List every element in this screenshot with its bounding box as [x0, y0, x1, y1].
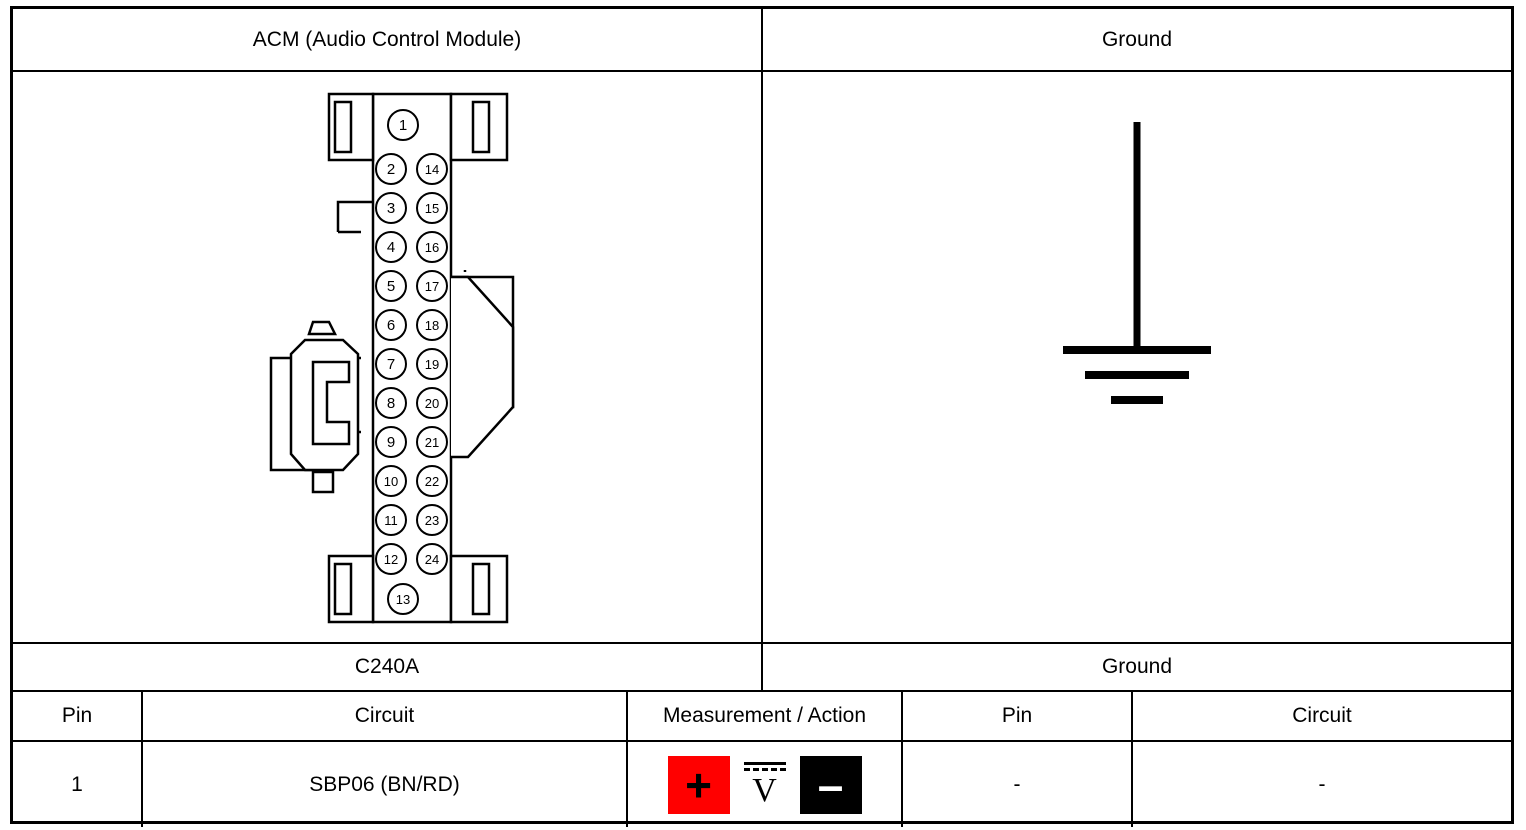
- svg-text:22: 22: [424, 474, 440, 489]
- sheet-border: [10, 6, 1514, 824]
- svg-text:24: 24: [424, 552, 440, 567]
- column-header-pin-left: Pin: [13, 692, 143, 740]
- svg-text:2: 2: [386, 161, 396, 178]
- column-header-measurement: Measurement / Action: [628, 692, 903, 740]
- positive-probe-icon: +: [668, 756, 730, 814]
- svg-text:10: 10: [383, 474, 399, 489]
- header-row: [13, 9, 1511, 72]
- svg-text:9: 9: [386, 434, 396, 451]
- voltmeter-icon: [734, 756, 796, 814]
- acm-connector-icon: [13, 72, 761, 640]
- svg-text:14: 14: [424, 162, 440, 177]
- header-acm-title: ACM (Audio Control Module): [13, 9, 763, 70]
- diagram-band: [13, 72, 1511, 644]
- svg-text:21: 21: [424, 435, 440, 450]
- svg-text:15: 15: [424, 201, 440, 216]
- svg-text:13: 13: [395, 592, 411, 607]
- column-header-pin-right: Pin: [903, 692, 1133, 740]
- svg-text:6: 6: [386, 317, 396, 334]
- header-ground-title: Ground: [1101, 27, 1173, 51]
- column-header-circuit-left: Circuit: [143, 692, 628, 740]
- svg-text:3: 3: [386, 200, 396, 217]
- svg-text:12: 12: [383, 552, 399, 567]
- svg-text:8: 8: [386, 395, 396, 412]
- meter-icon-group: [668, 756, 862, 814]
- volt-glyph: V: [752, 772, 777, 810]
- svg-text:1: 1: [398, 117, 408, 134]
- connector-name-row: [13, 644, 1511, 692]
- connector-diagram-pane: [13, 72, 763, 642]
- connector-name-right: Ground: [1101, 655, 1173, 678]
- cell-circuit-left: SBP06 (BN/RD): [143, 742, 628, 827]
- cell-measurement: [628, 742, 903, 827]
- svg-text:16: 16: [424, 240, 440, 255]
- svg-text:17: 17: [424, 279, 440, 294]
- ground-symbol-pane: [763, 72, 1511, 642]
- svg-text:7: 7: [386, 356, 396, 373]
- cell-pin-left: 1: [13, 742, 143, 827]
- cell-pin-right: -: [903, 742, 1133, 827]
- svg-text:5: 5: [386, 278, 396, 295]
- svg-text:18: 18: [424, 318, 440, 333]
- connector-name-left: C240A: [13, 644, 763, 690]
- svg-text:4: 4: [386, 239, 396, 256]
- svg-text:23: 23: [424, 513, 440, 528]
- cell-circuit-right: -: [1318, 772, 1326, 796]
- svg-text:11: 11: [384, 513, 398, 528]
- svg-text:20: 20: [424, 396, 440, 411]
- svg-text:19: 19: [424, 357, 440, 372]
- ground-symbol-icon: [763, 72, 1511, 640]
- negative-probe-icon: –: [800, 756, 862, 814]
- table-row: [13, 742, 1511, 827]
- table-header-row: [13, 692, 1511, 742]
- column-header-circuit-right: Circuit: [1292, 704, 1352, 727]
